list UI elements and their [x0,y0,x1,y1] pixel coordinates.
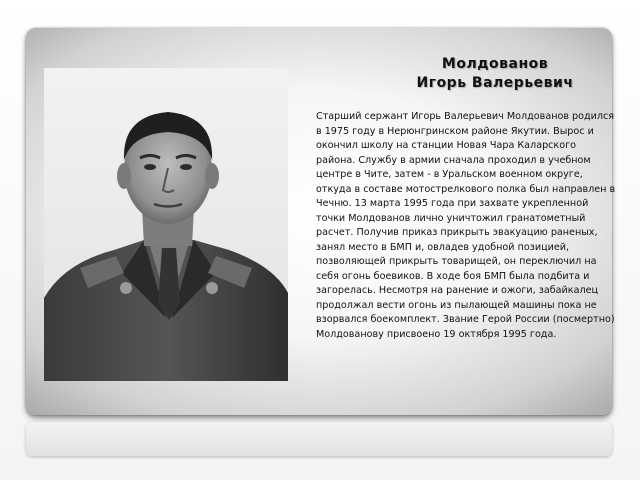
title-surname: Молдованов [441,56,549,72]
slide-title [360,55,630,93]
portrait-photo [44,68,288,381]
biography-text: Старший сержант Игорь Валерьевич Молдованов родился в 1975 году в Нерюнгринском районе Якутии. Вырос и окончил школу на станции Новая Чара Каларского района. Службу в армии сначала проходил в учебном центре в Чите, затем - в Уральском военном округе, откуда в составе мотострелкового полка был направлен в Чечню. 13 марта 1995 года при захвате укрепленной точки Молдованов лично уничтожил гранатометный расчет. Получив приказ прикрыть эвакуацию раненых, занял место в БМП и, овладев удобной позицией, позволяющей прикрыть товарищей, он переключил на себя огонь боевиков. В ходе боя БМП была подбита и загорелась. Несмотря на ранение и ожоги, забайкалец продолжал вести огонь из пылающей машины пока не взорвался боекомплект. Звание Герой России (посмертно) Молдованову присвоено 19 октября 1995 года. [316,111,616,340]
title-name: Игорь Валерьевич [416,75,574,91]
bottom-panel [26,422,612,456]
